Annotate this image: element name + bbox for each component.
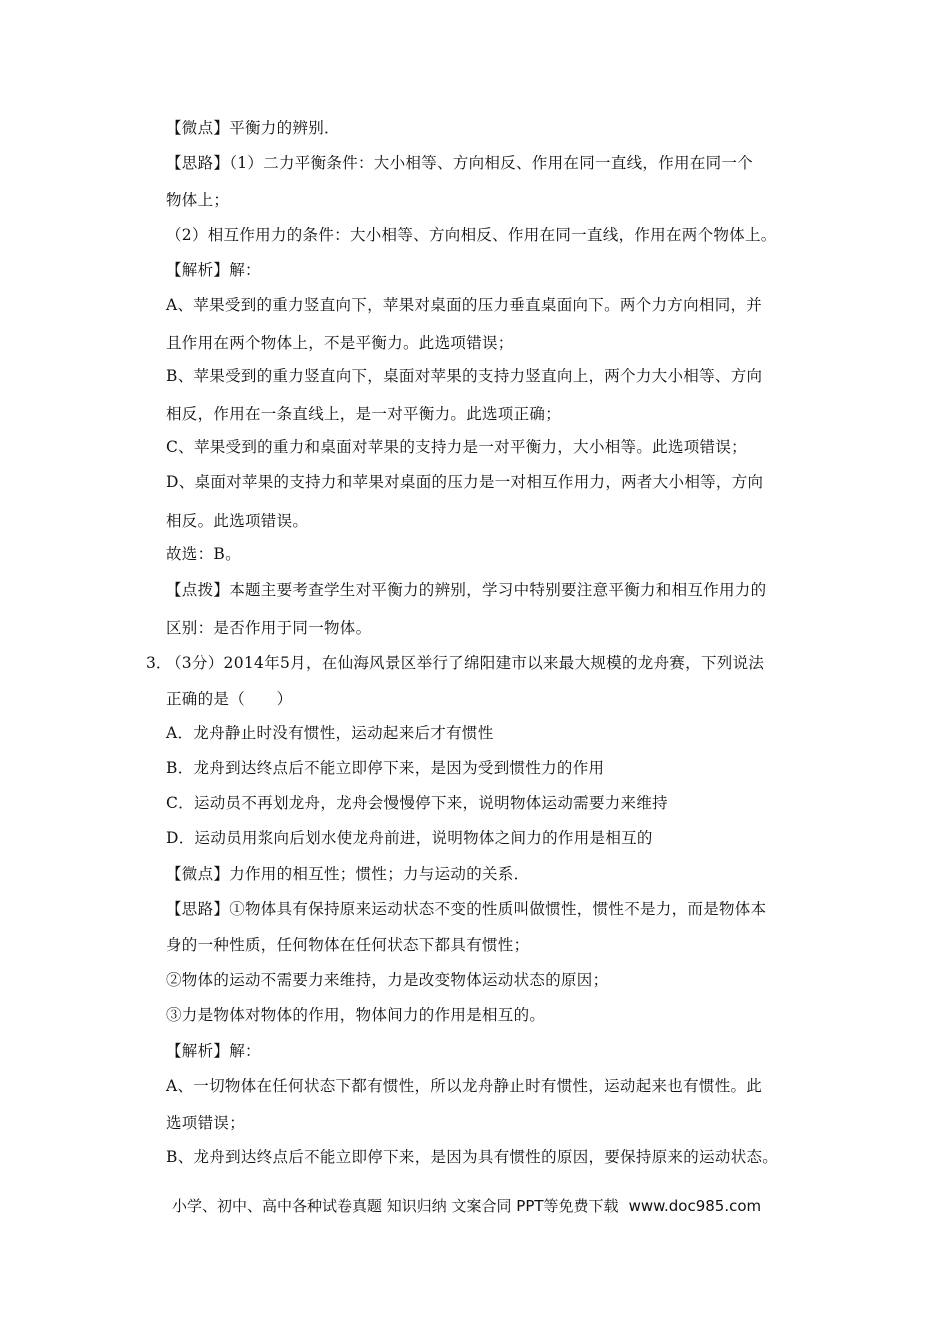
q3-jiexi-heading: 【解析】解： [166,1042,261,1060]
q3-option-a-explanation-line2: 选项错误； [166,1114,246,1132]
q2-silu-line2: 物体上； [166,191,230,209]
q2-weidian: 【微点】平衡力的辨别． [166,119,340,137]
q3-option-b-explanation-line1: B、龙舟到达终点后不能立即停下来，是因为具有惯性的原因，要保持原来的运动状态。 [166,1148,779,1166]
q2-jiexi-heading: 【解析】解： [166,261,261,279]
q3-option-b: B．龙舟到达终点后不能立即停下来，是因为受到惯性力的作用 [166,759,605,777]
q2-silu-line3: （2）相互作用力的条件：大小相等、方向相反、作用在同一直线，作用在两个物体上。 [166,226,777,244]
q3-silu-line3: ②物体的运动不需要力来维持，力是改变物体运动状态的原因； [166,971,609,989]
footer-text: 小学、初中、高中各种试卷真题 知识归纳 文案合同 PPT等免费下载 [172,1197,619,1215]
q2-option-b-explanation-line1: B、苹果受到的重力竖直向下，桌面对苹果的支持力竖直向上，两个力大小相等、方向 [166,367,763,385]
q3-option-a: A．龙舟静止时没有惯性，运动起来后才有惯性 [166,724,494,742]
q3-option-a-explanation-line1: A、一切物体在任何状态下都有惯性，所以龙舟静止时有惯性，运动起来也有惯性。此 [166,1077,763,1095]
q2-option-b-explanation-line2: 相反，作用在一条直线上，是一对平衡力。此选项正确； [166,405,562,423]
q2-silu-line1: 【思路】（1）二力平衡条件：大小相等、方向相反、作用在同一直线，作用在同一个 [166,154,754,172]
footer-url-link[interactable]: www.doc985.com [628,1197,762,1215]
q2-dianbo-line1: 【点拨】本题主要考查学生对平衡力的辨别，学习中特别要注意平衡力和相互作用力的 [166,581,767,599]
q2-option-a-explanation-line2: 且作用在两个物体上，不是平衡力。此选项错误； [166,334,514,352]
q2-option-c-explanation: C、苹果受到的重力和桌面对苹果的支持力是一对平衡力，大小相等。此选项错误； [166,438,747,456]
q3-silu-line1: 【思路】①物体具有保持原来运动状态不变的性质叫做惯性，惯性不是力，而是物体本 [166,900,767,918]
q3-stem-line1: （3分）2014年5月，在仙海风景区举行了绵阳建市以来最大规模的龙舟赛，下列说法 [166,654,765,672]
q3-stem-line2: 正确的是（ ） [166,690,293,708]
page-footer [172,1196,761,1216]
q3-silu-line4: ③力是物体对物体的作用，物体间力的作用是相互的。 [166,1006,546,1024]
q3-option-c: C．运动员不再划龙舟，龙舟会慢慢停下来，说明物体运动需要力来维持 [166,794,668,812]
q3-silu-line2: 身的一种性质，任何物体在任何状态下都具有惯性； [166,936,530,954]
q2-dianbo-line2: 区别：是否作用于同一物体。 [166,619,372,637]
q2-option-a-explanation-line1: A、苹果受到的重力竖直向下，苹果对桌面的压力垂直桌面向下。两个力方向相同，并 [166,296,763,314]
q3-weidian: 【微点】力作用的相互性；惯性；力与运动的关系． [166,865,530,883]
q2-option-d-explanation-line2: 相反。此选项错误。 [166,512,309,530]
q2-option-d-explanation-line1: D、桌面对苹果的支持力和苹果对桌面的压力是一对相互作用力，两者大小相等，方向 [166,473,764,491]
q3-option-d: D．运动员用浆向后划水使龙舟前进，说明物体之间力的作用是相互的 [166,829,653,847]
q3-number: 3． [146,654,172,672]
q2-answer-choice: 故选：B。 [166,545,241,563]
